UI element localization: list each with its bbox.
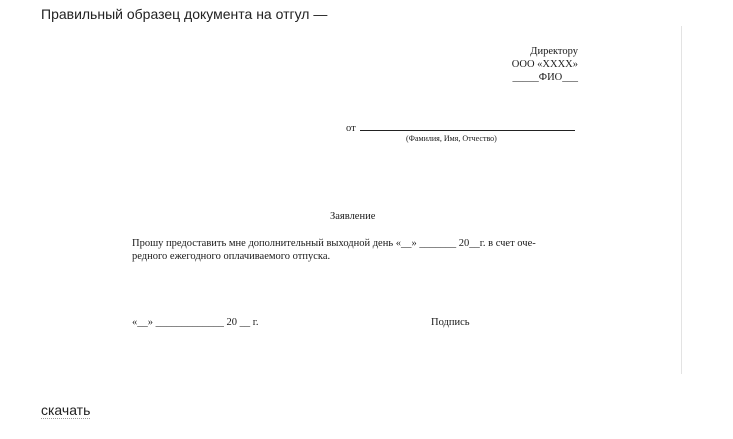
addressee-line-2: ООО «ХХХХ» [511,59,578,70]
document-title: Заявление [330,211,376,222]
signature-label: Подпись [431,317,470,328]
from-underline [360,121,575,131]
addressee-line-3: _____ФИО___ [512,72,578,83]
from-label: от [346,123,356,134]
from-field [346,121,575,135]
page-heading: Правильный образец документа на отгул — [41,6,328,22]
document-edge [681,26,682,374]
body-line-2: редного ежегодного оплачиваемого отпуска. [132,251,331,262]
download-link[interactable]: скачать [41,402,91,418]
date-line: «__» _____________ 20 __ г. [132,317,259,328]
from-hint: (Фамилия, Имя, Отчество) [406,134,497,143]
addressee-line-1: Директору [530,46,578,57]
body-line-1: Прошу предоставить мне дополнительный выходной день «__» _______ 20__г. в счет оче- [132,238,536,249]
